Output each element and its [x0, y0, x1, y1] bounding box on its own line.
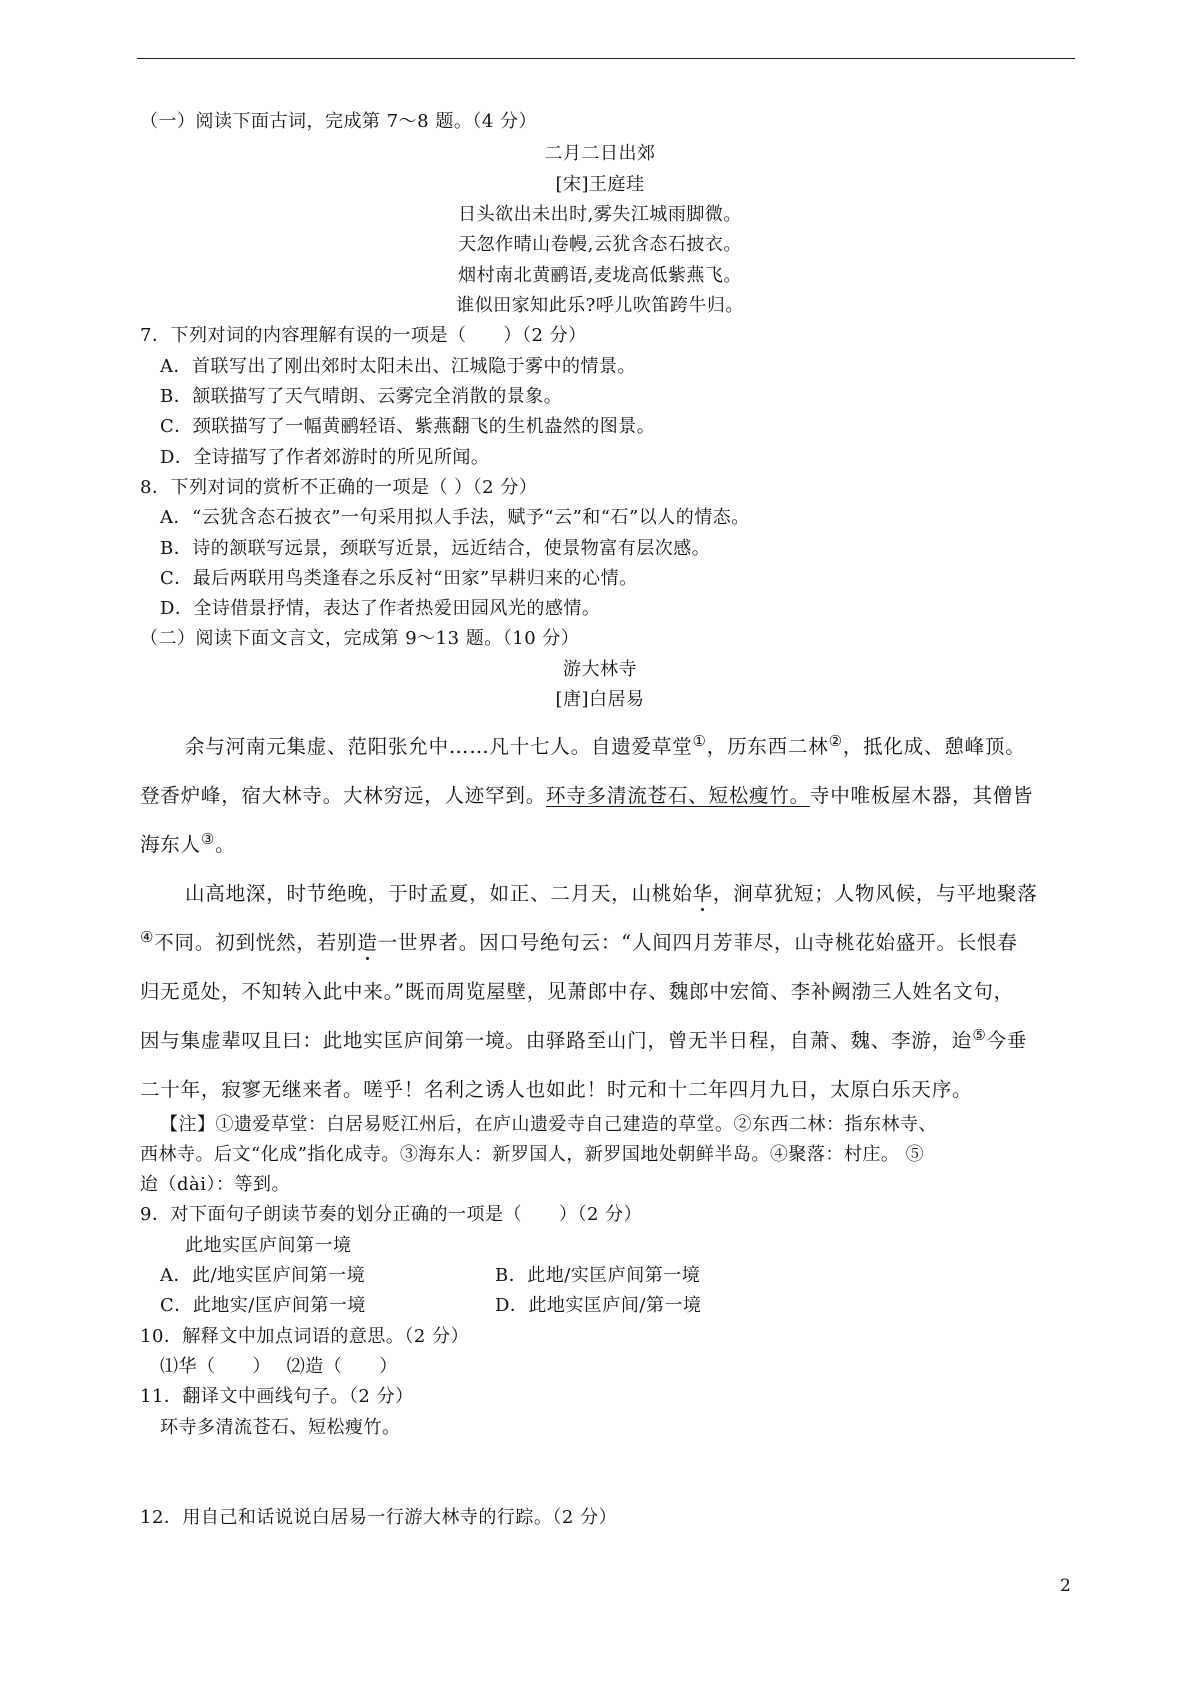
passage-line: 归无觅处，不知转入此中来。”既而周览屋壁，见萧郎中存、魏郎中宏简、李补阙渤三人姓名文句，: [140, 980, 1014, 1003]
q9-option-a: A．此/地实匡庐间第一境: [160, 1265, 366, 1286]
q8-option-a: A．“云犹含态石披衣”一句采用拟人手法，赋予“云”和“石”以人的情态。: [160, 507, 750, 528]
dotted-word-hua: 华: [692, 882, 713, 905]
q8-option-b: B．诗的颔联写远景，颈联写近景，远近结合，使景物富有层次感。: [160, 538, 711, 559]
passage-line: 登香炉峰，宿大林寺。大林穷远，人迹罕到。环寺多清流苍石、短松瘦竹。寺中唯板屋木器，其僧皆: [140, 784, 1034, 807]
passage-title: 游大林寺: [563, 659, 637, 680]
page-number: 2: [1060, 1576, 1071, 1596]
passage-line: 海东人③。: [140, 830, 236, 856]
q7-option-d: D．全诗描写了作者郊游时的所见所闻。: [160, 447, 490, 468]
q7-stem: 7．下列对词的内容理解有误的一项是（ ）（2 分）: [140, 325, 587, 346]
q9-option-b: B．此地/实匡庐间第一境: [495, 1265, 701, 1286]
q7-option-b: B．颔联描写了天气晴朗、云雾完全消散的景象。: [160, 386, 563, 407]
q9-option-c: C．此地实/匡庐间第一境: [160, 1295, 366, 1316]
passage-author: [唐]白居易: [555, 689, 645, 710]
q11-stem: 11．翻译文中画线句子。（2 分）: [140, 1386, 414, 1407]
q9-stem: 9．对下面句子朗读节奏的划分正确的一项是（ ）（2 分）: [140, 1204, 643, 1225]
poem-author: [宋]王庭珪: [555, 174, 645, 195]
poem-title: 二月二日出郊: [544, 143, 656, 164]
passage-line: 山高地深，时节绝晚，于时孟夏，如正、二月天，山桃始华，涧草犹短；人物风候，与平地聚落: [185, 882, 1038, 905]
note-line: 【注】①遗爱草堂：白居易贬江州后，在庐山遗爱寺自己建造的草堂。②东西二林：指东林寺、: [160, 1114, 937, 1135]
q12-stem: 12．用自己和话说说白居易一行游大林寺的行踪。（2 分）: [140, 1507, 618, 1528]
poem-line: 天忽作晴山卷幔,云犹含态石披衣。: [458, 234, 742, 255]
section1-heading: （一）阅读下面古词，完成第 7～8 题。（4 分）: [140, 111, 538, 132]
q8-option-c: C．最后两联用鸟类逢春之乐反衬“田家”早耕归来的心情。: [160, 568, 638, 589]
q7-option-a: A．首联写出了刚出郊时太阳未出、江城隐于雾中的情景。: [160, 356, 636, 377]
q10-items: ⑴华（ ） ⑵造（ ）: [160, 1356, 398, 1377]
poem-line: 谁似田家知此乐?呼儿吹笛跨牛归。: [456, 295, 744, 316]
note-line: 西林寺。后文“化成”指化成寺。③海东人：新罗国人，新罗国地处朝鲜半岛。④聚落：村庄。 ⑤: [140, 1144, 925, 1165]
passage-line: 因与集虚辈叹且曰：此地实匡庐间第一境。由驿路至山门，曾无半日程，自萧、魏、李游，迨⑤今垂: [140, 1026, 1028, 1052]
q9-option-d: D．此地实匡庐间/第一境: [495, 1295, 702, 1316]
poem-line: 烟村南北黄鹂语,麦垅高低紫燕飞。: [458, 265, 742, 286]
q7-option-c: C．颈联描写了一幅黄鹂轻语、紫燕翻飞的生机盎然的图景。: [160, 416, 656, 437]
q8-option-d: D．全诗借景抒情，表达了作者热爱田园风光的感情。: [160, 598, 601, 619]
section2-heading: （二）阅读下面文言文，完成第 9～13 题。（10 分）: [140, 628, 580, 649]
underlined-sentence: 环寺多清流苍石、短松瘦竹。: [546, 784, 810, 807]
dotted-word-zao: 造: [357, 931, 378, 954]
passage-line: 二十年，寂寥无继来者。嗟乎！名利之诱人也如此！时元和十二年四月九日，太原白乐天序。: [140, 1078, 973, 1101]
q9-sentence: 此地实匡庐间第一境: [185, 1235, 352, 1256]
passage-line: 余与河南元集虚、范阳张允中……凡十七人。自遗爱草堂①，历东西二林②，抵化成、憩峰顶。: [185, 732, 1026, 758]
q10-stem: 10．解释文中加点词语的意思。（2 分）: [140, 1326, 470, 1347]
q11-sentence: 环寺多清流苍石、短松瘦竹。: [160, 1417, 401, 1438]
poem-line: 日头欲出未出时,雾失江城雨脚微。: [458, 204, 742, 225]
header-rule: [137, 58, 1075, 59]
passage-line: ④不同。初到恍然，若别造一世界者。因口号绝句云：“人间四月芳菲尽，山寺桃花始盛开。长恨春: [140, 928, 1018, 954]
q8-stem: 8．下列对词的赏析不正确的一项是（ ）（2 分）: [140, 477, 538, 498]
note-line: 迨（dài）：等到。: [140, 1174, 291, 1195]
